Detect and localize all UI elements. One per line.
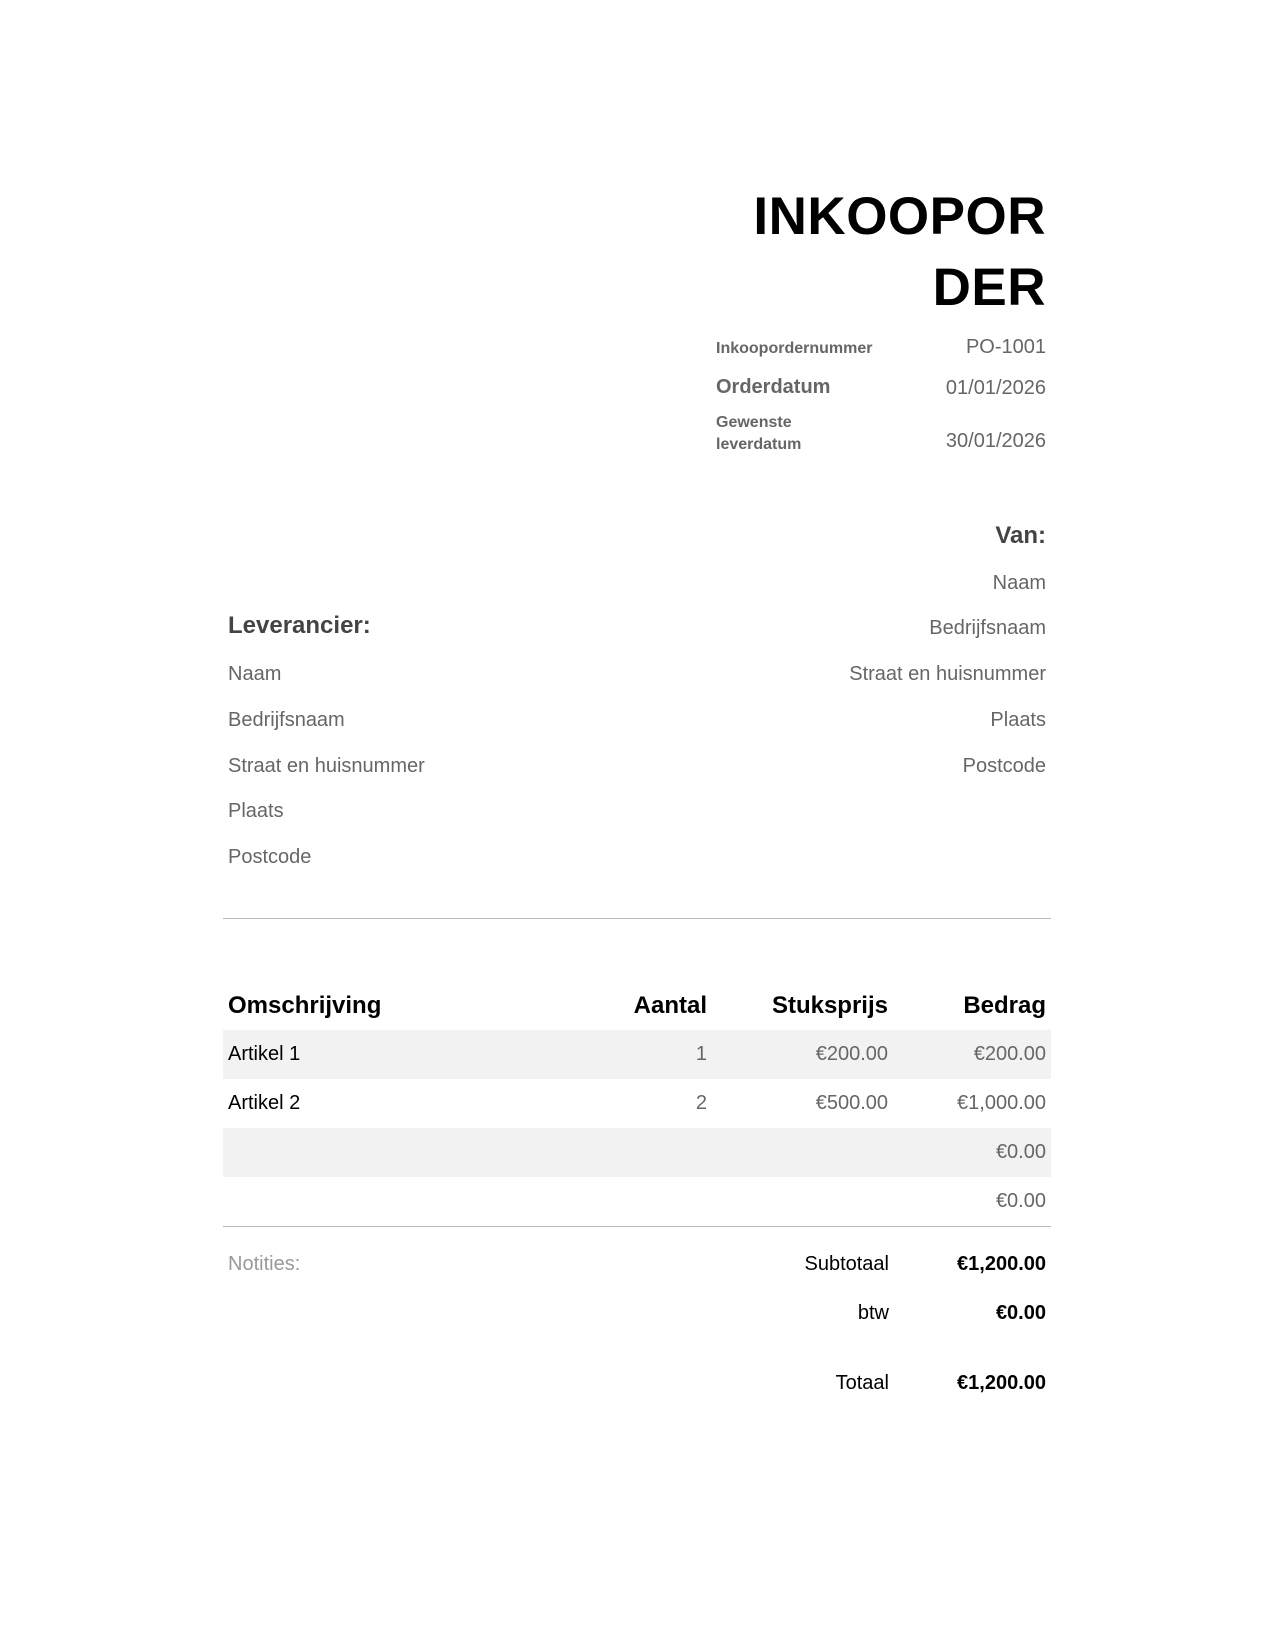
header-quantity: Aantal <box>633 992 707 1019</box>
row-1-description: Artikel 1 <box>228 1043 301 1065</box>
po-number-label: Inkoopordernummer <box>716 340 873 357</box>
delivery-date-value: 30/01/2026 <box>945 430 1046 452</box>
from-name: Naam <box>992 572 1046 594</box>
from-street: Straat en huisnummer <box>849 663 1046 685</box>
from-heading: Van: <box>995 522 1046 549</box>
subtotal-value: €1,200.00 <box>957 1253 1046 1275</box>
row-3-amount: €0.00 <box>995 1141 1046 1163</box>
row-2-amount: €1,000.00 <box>957 1092 1046 1114</box>
supplier-city: Plaats <box>228 800 284 822</box>
section-divider <box>223 918 1051 919</box>
header-amount: Bedrag <box>963 992 1046 1019</box>
delivery-date-label-line-1: Gewenste <box>716 414 792 431</box>
total-label: Totaal <box>835 1372 889 1394</box>
subtotal-label: Subtotaal <box>804 1253 889 1275</box>
row-2-quantity: 2 <box>695 1092 707 1114</box>
tax-label: btw <box>857 1302 889 1324</box>
delivery-date-label-line-2: leverdatum <box>716 436 802 453</box>
row-1-unit-price: €200.00 <box>815 1043 888 1065</box>
table-row <box>223 1079 1051 1128</box>
supplier-postcode: Postcode <box>228 846 312 868</box>
row-1-amount: €200.00 <box>973 1043 1046 1065</box>
from-city: Plaats <box>990 709 1046 731</box>
table-row <box>223 1030 1051 1079</box>
document-title-line-1: INKOOPOR <box>753 187 1046 246</box>
supplier-street: Straat en huisnummer <box>228 755 425 777</box>
from-postcode: Postcode <box>962 755 1046 777</box>
document-title-line-2: DER <box>932 258 1046 317</box>
table-row <box>223 1128 1051 1177</box>
order-date-value: 01/01/2026 <box>945 377 1046 399</box>
delivery-date-label <box>716 412 801 456</box>
po-number-value: PO-1001 <box>965 336 1046 358</box>
row-1-quantity: 1 <box>695 1043 707 1065</box>
table-row <box>223 1177 1051 1226</box>
row-2-unit-price: €500.00 <box>815 1092 888 1114</box>
supplier-name: Naam <box>228 663 282 685</box>
row-4-amount: €0.00 <box>995 1190 1046 1212</box>
table-bottom-divider <box>223 1226 1051 1227</box>
row-2-description: Artikel 2 <box>228 1092 301 1114</box>
supplier-heading: Leverancier: <box>228 612 371 639</box>
notes-label: Notities: <box>228 1253 301 1275</box>
total-value: €1,200.00 <box>957 1372 1046 1394</box>
tax-value: €0.00 <box>995 1302 1046 1324</box>
supplier-company: Bedrijfsnaam <box>228 709 345 731</box>
from-company: Bedrijfsnaam <box>929 617 1046 639</box>
order-date-label: Orderdatum <box>716 376 831 398</box>
header-description: Omschrijving <box>228 992 382 1019</box>
header-unit-price: Stuksprijs <box>771 992 888 1019</box>
